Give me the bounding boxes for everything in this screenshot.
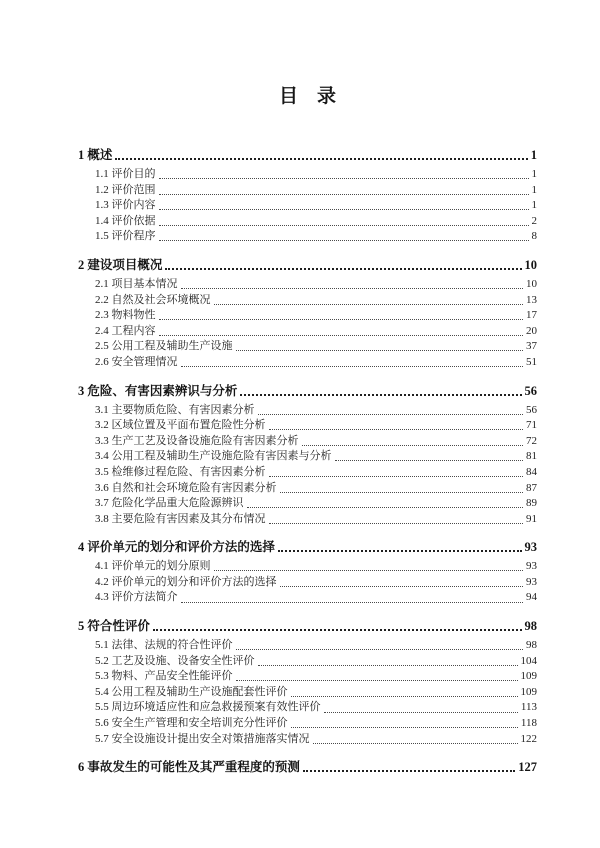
- toc-item-label: 3.7 危险化学品重大危险源辨识: [95, 497, 244, 510]
- toc-item-page-number: 13: [526, 293, 537, 306]
- toc-item-label: 4.2 评价单元的划分和评价方法的选择: [95, 575, 277, 588]
- toc-item-label: 3.3 生产工艺及设备设施危险有害因素分析: [95, 434, 299, 447]
- toc-item-label: 1.3 评价内容: [95, 199, 156, 212]
- toc-heading-page-number: 98: [524, 619, 537, 634]
- toc-heading-row: [78, 759, 537, 776]
- toc-item-page-number: 91: [526, 512, 537, 525]
- toc-heading-label: 4 评价单元的划分和评价方法的选择: [78, 540, 275, 555]
- toc-section: [78, 383, 537, 528]
- toc-item-label: 5.4 公用工程及辅助生产设施配套性评价: [95, 685, 288, 698]
- toc-heading-page-number: 10: [524, 257, 537, 272]
- toc-item-page-number: 20: [526, 324, 537, 337]
- dot-leader: [291, 727, 518, 728]
- toc-heading-label: 6 事故发生的可能性及其严重程度的预测: [78, 760, 300, 775]
- toc-item-label: 3.8 主要危险有害因素及其分布情况: [95, 512, 266, 525]
- toc-item-row: [78, 496, 537, 512]
- toc-item-page-number: 1: [531, 199, 537, 212]
- toc-heading-row: [78, 383, 537, 400]
- toc-item-row: [78, 669, 537, 685]
- toc-item-label: 3.2 区域位置及平面布置危险性分析: [95, 419, 266, 432]
- toc-item-row: [78, 339, 537, 355]
- toc-item-row: [78, 575, 537, 591]
- toc-item-page-number: 10: [526, 277, 537, 290]
- toc-item-label: 5.6 安全生产管理和安全培训充分性评价: [95, 717, 288, 730]
- toc-item-page-number: 51: [526, 355, 537, 368]
- toc-heading-row: [78, 257, 537, 274]
- toc-heading-row: [78, 539, 537, 556]
- toc-item-row: [78, 732, 537, 748]
- toc-item-page-number: 1: [531, 183, 537, 196]
- toc-item-page-number: 122: [520, 732, 537, 745]
- dot-leader: [240, 394, 521, 396]
- toc-item-row: [78, 700, 537, 716]
- toc-item-row: [78, 167, 537, 183]
- toc-item-label: 1.5 评价程序: [95, 230, 156, 243]
- toc-item-page-number: 93: [526, 560, 537, 573]
- toc-item-label: 2.6 安全管理情况: [95, 355, 178, 368]
- dot-leader: [214, 570, 524, 571]
- toc-heading-label: 2 建设项目概况: [78, 257, 163, 272]
- toc-heading-page-number: 1: [530, 148, 537, 162]
- dot-leader: [181, 366, 524, 367]
- toc-item-row: [78, 183, 537, 199]
- toc-item-page-number: 56: [526, 403, 537, 416]
- dot-leader: [159, 194, 529, 195]
- toc-item-label: 5.1 法律、法规的符合性评价: [95, 639, 233, 652]
- dot-leader: [291, 696, 518, 697]
- toc-item-page-number: 71: [526, 419, 537, 432]
- table-of-contents: [78, 147, 537, 776]
- toc-item-row: [78, 293, 537, 309]
- dot-leader: [159, 178, 529, 179]
- dot-leader: [269, 476, 524, 477]
- dot-leader: [324, 712, 518, 713]
- toc-item-row: [78, 638, 537, 654]
- dot-leader: [159, 335, 524, 336]
- toc-item-page-number: 1: [531, 168, 537, 180]
- toc-item-label: 1.2 评价范围: [95, 183, 156, 196]
- dot-leader: [280, 586, 524, 587]
- toc-heading-row: [78, 147, 537, 164]
- toc-item-row: [78, 590, 537, 606]
- dot-leader: [258, 665, 518, 666]
- dot-leader: [335, 460, 524, 461]
- toc-item-row: [78, 324, 537, 340]
- toc-subentries: [78, 167, 537, 245]
- dot-leader: [236, 649, 524, 650]
- toc-item-row: [78, 308, 537, 324]
- dot-leader: [181, 602, 524, 603]
- toc-item-label: 5.3 物料、产品安全性能评价: [95, 670, 233, 683]
- dot-leader: [258, 414, 524, 415]
- toc-item-row: [78, 512, 537, 528]
- toc-item-label: 4.3 评价方法简介: [95, 591, 178, 604]
- dot-leader: [236, 350, 524, 351]
- toc-item-page-number: 87: [526, 481, 537, 494]
- toc-heading-row: [78, 618, 537, 635]
- toc-section: [78, 257, 537, 371]
- page-title: 目 录: [278, 86, 336, 107]
- dot-leader: [278, 550, 522, 552]
- toc-section: [78, 147, 537, 245]
- dot-leader: [303, 770, 515, 772]
- dot-leader: [280, 492, 524, 493]
- toc-item-page-number: 2: [531, 214, 537, 227]
- dot-leader: [159, 240, 529, 241]
- toc-heading-label: 1 概述: [78, 148, 113, 162]
- dot-leader: [159, 225, 529, 226]
- toc-item-row: [78, 229, 537, 245]
- toc-item-row: [78, 277, 537, 293]
- dot-leader: [269, 523, 524, 524]
- toc-item-row: [78, 355, 537, 371]
- dot-leader: [153, 629, 522, 631]
- toc-section: [78, 759, 537, 776]
- toc-item-page-number: 109: [520, 670, 537, 683]
- toc-item-label: 4.1 评价单元的划分原则: [95, 560, 211, 573]
- toc-item-label: 2.3 物料物性: [95, 309, 156, 322]
- dot-leader: [159, 209, 529, 210]
- dot-leader: [214, 304, 524, 305]
- toc-item-page-number: 98: [526, 639, 537, 652]
- toc-heading-label: 5 符合性评价: [78, 619, 150, 634]
- toc-item-row: [78, 434, 537, 450]
- toc-subentries: [78, 559, 537, 606]
- dot-leader: [159, 319, 524, 320]
- toc-item-row: [78, 214, 537, 230]
- dot-leader: [269, 429, 524, 430]
- toc-heading-label: 3 危险、有害因素辨识与分析: [78, 383, 238, 398]
- toc-item-label: 5.2 工艺及设施、设备安全性评价: [95, 654, 255, 667]
- toc-item-page-number: 94: [526, 591, 537, 604]
- toc-item-page-number: 8: [531, 230, 537, 243]
- toc-heading-page-number: 93: [524, 540, 537, 555]
- toc-item-page-number: 104: [520, 654, 537, 667]
- toc-item-row: [78, 716, 537, 732]
- toc-heading-page-number: 56: [524, 383, 537, 398]
- toc-section: [78, 539, 537, 606]
- toc-item-page-number: 89: [526, 497, 537, 510]
- toc-heading-page-number: 127: [518, 760, 537, 775]
- dot-leader: [313, 743, 518, 744]
- toc-item-label: 2.1 项目基本情况: [95, 277, 178, 290]
- toc-item-page-number: 17: [526, 309, 537, 322]
- toc-item-label: 1.4 评价依据: [95, 214, 156, 227]
- dot-leader: [115, 158, 527, 160]
- toc-item-label: 3.1 主要物质危险、有害因素分析: [95, 403, 255, 416]
- toc-item-label: 3.4 公用工程及辅助生产设施危险有害因素与分析: [95, 450, 332, 463]
- dot-leader: [302, 445, 524, 446]
- toc-item-row: [78, 481, 537, 497]
- dot-leader: [236, 680, 518, 681]
- toc-item-label: 1.1 评价目的: [95, 168, 156, 180]
- dot-leader: [165, 268, 521, 270]
- toc-item-page-number: 81: [526, 450, 537, 463]
- toc-item-row: [78, 559, 537, 575]
- toc-item-row: [78, 685, 537, 701]
- toc-item-row: [78, 403, 537, 419]
- dot-leader: [247, 507, 524, 508]
- toc-item-label: 5.7 安全设施设计提出安全对策措施落实情况: [95, 732, 310, 745]
- toc-subentries: [78, 638, 537, 747]
- toc-item-label: 2.5 公用工程及辅助生产设施: [95, 340, 233, 353]
- toc-item-page-number: 109: [520, 685, 537, 698]
- toc-item-page-number: 72: [526, 434, 537, 447]
- toc-item-page-number: 118: [520, 717, 537, 730]
- toc-item-row: [78, 654, 537, 670]
- toc-item-page-number: 93: [526, 575, 537, 588]
- toc-subentries: [78, 403, 537, 528]
- toc-item-label: 3.5 检维修过程危险、有害因素分析: [95, 465, 266, 478]
- toc-item-row: [78, 198, 537, 214]
- toc-item-label: 2.4 工程内容: [95, 324, 156, 337]
- toc-item-page-number: 113: [520, 701, 537, 714]
- toc-item-row: [78, 449, 537, 465]
- toc-item-label: 5.5 周边环境适应性和应急救援预案有效性评价: [95, 701, 321, 714]
- toc-item-row: [78, 465, 537, 481]
- toc-item-page-number: 37: [526, 340, 537, 353]
- toc-subentries: [78, 277, 537, 371]
- toc-item-label: 3.6 自然和社会环境危险有害因素分析: [95, 481, 277, 494]
- toc-item-label: 2.2 自然及社会环境概况: [95, 293, 211, 306]
- toc-section: [78, 618, 537, 747]
- toc-item-row: [78, 418, 537, 434]
- dot-leader: [181, 288, 524, 289]
- toc-item-page-number: 84: [526, 465, 537, 478]
